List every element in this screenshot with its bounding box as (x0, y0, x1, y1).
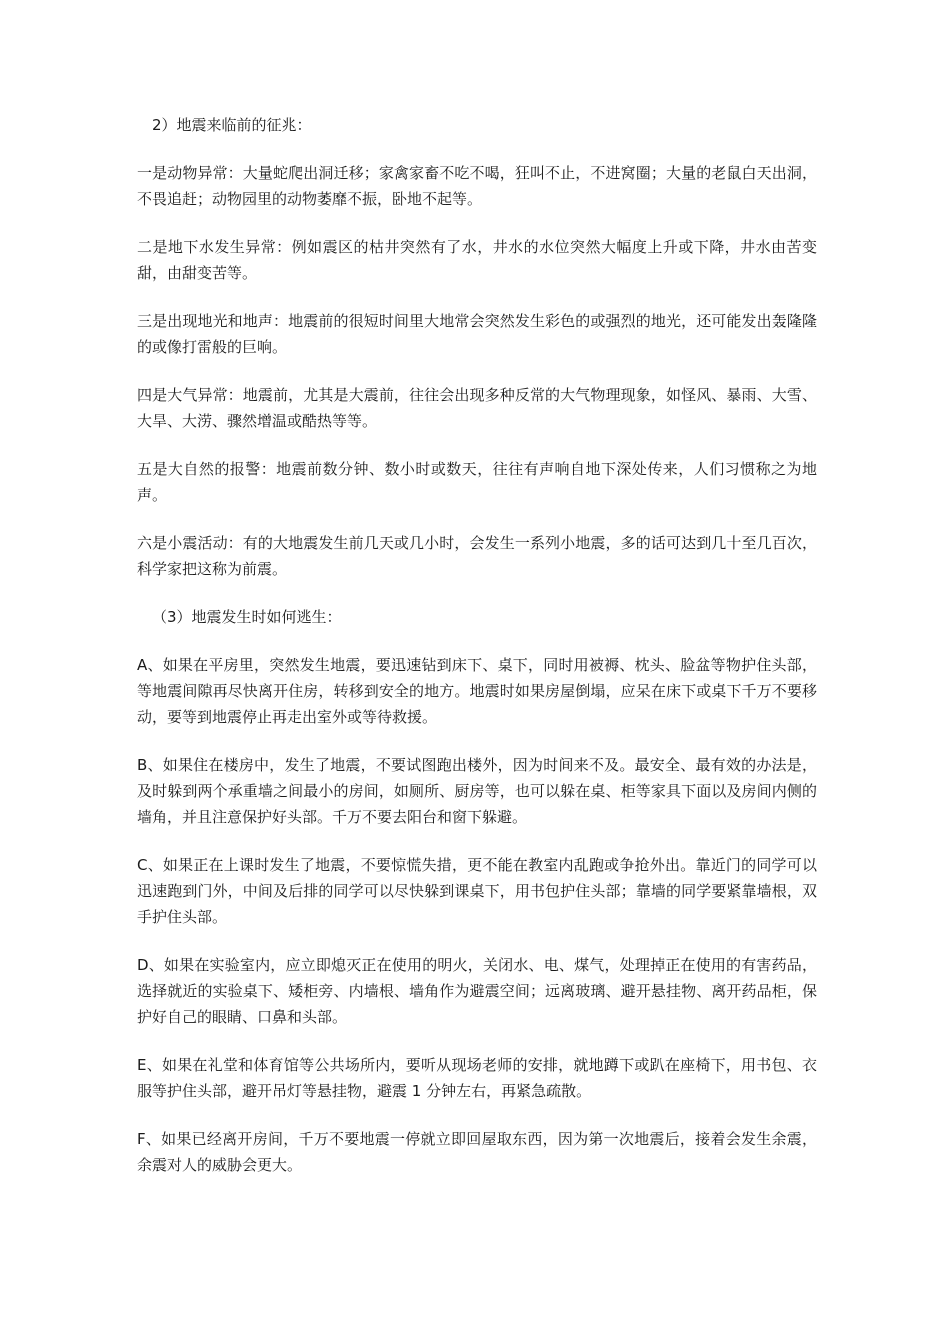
escape-paragraph-building: B、如果住在楼房中，发生了地震，不要试图跑出楼外，因为时间来不及。最安全、最有效的办法是，及时躲到两个承重墙之间最小的房间，如厕所、厨房等，也可以躲在桌、柜等家具下面以及房间内侧的墙角，并且注意保护好头部。千万不要去阳台和窗下躲避。 (137, 756, 817, 826)
section-heading-escape: （3）地震发生时如何逃生： (152, 608, 342, 626)
sign-paragraph-nature-alarm: 五是大自然的报警：地震前数分钟、数小时或数天，往往有声响自地下深处传来，人们习惯称之为地声。 (137, 460, 817, 504)
escape-paragraph-classroom: C、如果正在上课时发生了地震，不要惊慌失措，更不能在教室内乱跑或争抢外出。靠近门的同学可以迅速跑到门外，中间及后排的同学可以尽快躲到课桌下，用书包护住头部；靠墙的同学要紧靠墙根，双手护住头部。 (137, 856, 817, 926)
section-heading-earthquake-signs: 2）地震来临前的征兆： (152, 116, 312, 134)
sign-paragraph-small-quakes: 六是小震活动：有的大地震发生前几天或几小时，会发生一系列小地震，多的话可达到几十至几百次，科学家把这称为前震。 (137, 534, 817, 578)
sign-paragraph-groundwater: 二是地下水发生异常：例如震区的枯井突然有了水，井水的水位突然大幅度上升或下降，井水由苦变甜，由甜变苦等。 (137, 238, 817, 282)
document-page (137, 112, 817, 1200)
sign-paragraph-animals: 一是动物异常：大量蛇爬出洞迁移；家禽家畜不吃不喝，狂叫不止，不进窝圈；大量的老鼠白天出洞，不畏追赶；动物园里的动物萎靡不振，卧地不起等。 (137, 164, 817, 208)
escape-paragraph-public-venue: E、如果在礼堂和体育馆等公共场所内，要听从现场老师的安排，就地蹲下或趴在座椅下，用书包、衣服等护住头部，避开吊灯等悬挂物，避震 1 分钟左右，再紧急疏散。 (137, 1056, 817, 1100)
escape-paragraph-laboratory: D、如果在实验室内，应立即熄灭正在使用的明火，关闭水、电、煤气，处理掉正在使用的有害药品，选择就近的实验桌下、矮柜旁、内墙根、墙角作为避震空间；远离玻璃、避开悬挂物、离开药品柜，保护好自己的眼睛、口鼻和头部。 (137, 956, 817, 1026)
escape-paragraph-outdoors: F、如果已经离开房间，千万不要地震一停就立即回屋取东西，因为第一次地震后，接着会发生余震，余震对人的威胁会更大。 (137, 1130, 817, 1174)
escape-paragraph-bungalow: A、如果在平房里，突然发生地震，要迅速钻到床下、桌下，同时用被褥、枕头、脸盆等物护住头部，等地震间隙再尽快离开住房，转移到安全的地方。地震时如果房屋倒塌，应呆在床下或桌下千万不要移动，要等到地震停止再走出室外或等待救援。 (137, 656, 817, 726)
sign-paragraph-atmosphere: 四是大气异常：地震前，尤其是大震前，往往会出现多种反常的大气物理现象，如怪风、暴雨、大雪、大旱、大涝、骤然增温或酷热等等。 (137, 386, 817, 430)
sign-paragraph-light-sound: 三是出现地光和地声：地震前的很短时间里大地常会突然发生彩色的或强烈的地光，还可能发出轰隆隆的或像打雷般的巨响。 (137, 312, 817, 356)
